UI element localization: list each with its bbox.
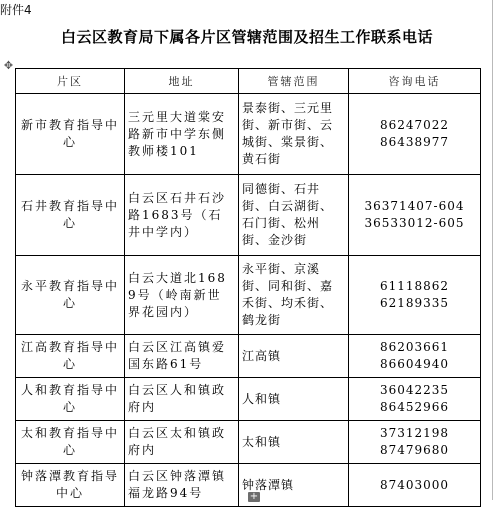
address-cell: 三元里大道棠安路新市中学东侧教师楼101 xyxy=(125,94,239,175)
scope-cell: 钟落潭镇 xyxy=(239,464,349,507)
table-row xyxy=(16,378,481,421)
address-cell: 白云区江高镇爱国东路61号 xyxy=(125,335,239,378)
move-arrows-icon[interactable]: ✥ xyxy=(3,59,14,72)
phone-number: 36533012-605 xyxy=(364,216,465,230)
add-row-icon[interactable]: + xyxy=(249,491,259,502)
header-district: 片区 xyxy=(16,69,125,94)
district-cell: 永平教育指导中心 xyxy=(16,256,125,335)
district-cell: 石井教育指导中心 xyxy=(16,175,125,256)
address-cell: 白云区石井石沙路1683号（石井中学内） xyxy=(125,175,239,256)
phone-number: 37312198 xyxy=(379,426,450,440)
header-scope: 管辖范围 xyxy=(239,69,349,94)
phone-number: 86203661 xyxy=(379,340,450,354)
table-row xyxy=(16,94,481,175)
phone-number: 86247022 xyxy=(379,118,450,132)
phone-number: 62189335 xyxy=(379,296,450,310)
address-cell: 白云区钟落潭镇福龙路94号 xyxy=(125,464,239,507)
scope-cell: 景泰街、三元里街、新市街、云城街、棠景街、黄石街 xyxy=(239,94,349,175)
phone-cell xyxy=(349,335,481,378)
phone-cell xyxy=(349,94,481,175)
phone-cell xyxy=(349,175,481,256)
scope-cell: 人和镇 xyxy=(239,378,349,421)
address-cell: 白云区人和镇政府内 xyxy=(125,378,239,421)
phone-cell xyxy=(349,464,481,507)
scope-cell: 永平街、京溪街、同和街、嘉禾街、均禾街、鹤龙街 xyxy=(239,256,349,335)
district-cell: 新市教育指导中心 xyxy=(16,94,125,175)
contact-table xyxy=(15,68,481,507)
document-title: 白云区教育局下属各片区管辖范围及招生工作联系电话 xyxy=(60,28,433,46)
district-cell: 太和教育指导中心 xyxy=(16,421,125,464)
table-row xyxy=(16,335,481,378)
scope-cell: 同德街、石井街、白云湖街、石门街、松州街、金沙街 xyxy=(239,175,349,256)
scope-cell: 江高镇 xyxy=(239,335,349,378)
header-address: 地址 xyxy=(125,69,239,94)
phone-cell xyxy=(349,421,481,464)
phone-number: 86438977 xyxy=(379,135,450,149)
scope-cell: 太和镇 xyxy=(239,421,349,464)
phone-number: 61118862 xyxy=(379,279,450,293)
table-row xyxy=(16,256,481,335)
phone-cell xyxy=(349,256,481,335)
district-cell: 江高教育指导中心 xyxy=(16,335,125,378)
table-header-row xyxy=(16,69,481,94)
district-cell: 钟落潭教育指导中心 xyxy=(16,464,125,507)
address-cell: 白云大道北1689号（岭南新世界花园内） xyxy=(125,256,239,335)
phone-number: 87479680 xyxy=(379,443,450,457)
address-cell: 白云区太和镇政府内 xyxy=(125,421,239,464)
attachment-label: 附件4 xyxy=(0,3,32,17)
phone-number: 86604940 xyxy=(379,357,450,371)
phone-number: 36371407-604 xyxy=(364,199,465,213)
table-row xyxy=(16,175,481,256)
phone-number: 86452966 xyxy=(379,400,450,414)
phone-cell xyxy=(349,378,481,421)
phone-number: 36042235 xyxy=(379,383,450,397)
header-phone: 咨询电话 xyxy=(349,69,481,94)
district-cell: 人和教育指导中心 xyxy=(16,378,125,421)
phone-number: 87403000 xyxy=(379,477,450,492)
table-row xyxy=(16,421,481,464)
